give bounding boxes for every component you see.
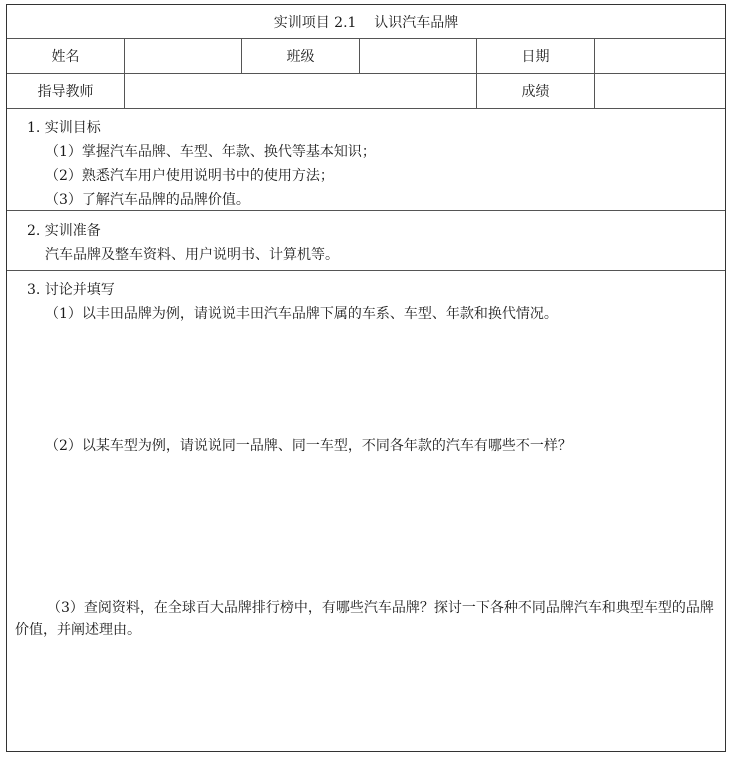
practice-form	[6, 4, 726, 752]
teacher-field[interactable]	[125, 74, 477, 108]
score-field[interactable]	[595, 74, 724, 108]
score-label: 成绩	[477, 74, 595, 108]
objectives-heading: 1. 实训目标	[27, 120, 101, 136]
name-label: 姓名	[7, 39, 125, 73]
form-title: 实训项目 2.1 认识汽车品牌	[273, 14, 459, 31]
name-field[interactable]	[125, 39, 242, 73]
section-preparation	[7, 211, 725, 271]
section-objectives	[7, 109, 725, 211]
info-row-2	[7, 74, 725, 109]
question-1: （1）以丰田品牌为例，请说说丰田汽车品牌下属的车系、车型、年款和换代情况。	[45, 306, 558, 322]
objective-item: （3）了解汽车品牌的品牌价值。	[45, 192, 250, 208]
objective-item: （2）熟悉汽车用户使用说明书中的使用方法；	[45, 168, 334, 184]
preparation-text: 汽车品牌及整车资料、用户说明书、计算机等。	[45, 247, 339, 263]
objective-item: （1）掌握汽车品牌、车型、年款、换代等基本知识；	[45, 144, 376, 160]
preparation-heading: 2. 实训准备	[27, 223, 101, 239]
date-field[interactable]	[595, 39, 724, 73]
section-discussion	[7, 271, 725, 751]
question-3: （3）查阅资料，在全球百大品牌排行榜中，有哪些汽车品牌？探讨一下各种不同品牌汽车和典型车型的品牌价值，并阐述理由。	[15, 600, 714, 638]
form-title-row	[7, 5, 725, 39]
question-2: （2）以某车型为例，请说说同一品牌、同一车型，不同各年款的汽车有哪些不一样？	[45, 438, 572, 454]
class-label: 班级	[242, 39, 360, 73]
class-field[interactable]	[360, 39, 477, 73]
teacher-label: 指导教师	[7, 74, 125, 108]
info-row-1	[7, 39, 725, 74]
date-label: 日期	[477, 39, 595, 73]
discussion-heading: 3. 讨论并填写	[27, 282, 115, 298]
